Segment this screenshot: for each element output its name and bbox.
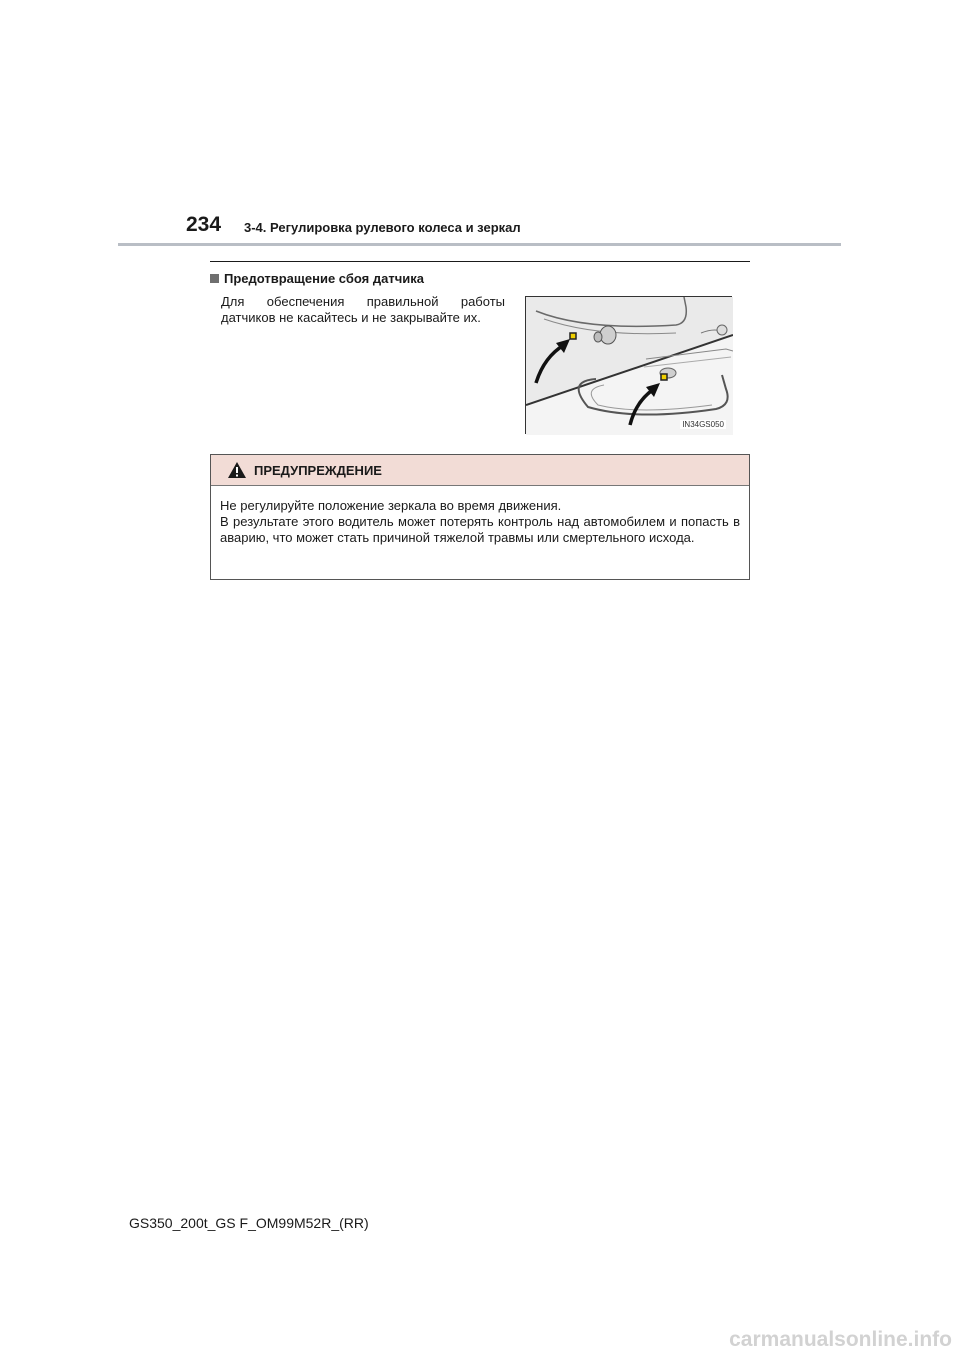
mirror-sensors-drawing bbox=[526, 297, 733, 435]
warning-title: ПРЕДУПРЕЖДЕНИЕ bbox=[254, 462, 382, 478]
warning-line: Не регулируйте положение зеркала во время движения. bbox=[220, 498, 562, 513]
warning-box bbox=[210, 454, 750, 580]
warning-triangle-icon bbox=[227, 461, 247, 479]
warning-body bbox=[211, 486, 749, 546]
section-divider bbox=[210, 261, 750, 262]
header-divider bbox=[118, 243, 841, 246]
subheading-text: Предотвращение сбоя датчика bbox=[224, 271, 424, 286]
warning-paragraph: В результате этого водитель может потерять контроль над автомобилем и попасть в аварию, что может стать причиной тяжелой травмы или смертельного исхода. bbox=[220, 514, 740, 545]
square-bullet-icon bbox=[210, 274, 219, 283]
watermark: carmanualsonline.info bbox=[729, 1328, 952, 1351]
footer-model-code: GS350_200t_GS F_OM99M52R_(RR) bbox=[129, 1215, 369, 1231]
figure-code: IN34GS050 bbox=[682, 420, 724, 429]
page-number: 234 bbox=[186, 213, 222, 236]
subheading bbox=[210, 271, 424, 286]
sensor-illustration bbox=[525, 296, 732, 434]
section-title: 3-4. Регулировка рулевого колеса и зеркал bbox=[244, 220, 521, 235]
warning-header bbox=[211, 455, 749, 486]
body-paragraph: Для обеспечения правильной работы датчиков не касайтесь и не закрывайте их. bbox=[221, 294, 505, 325]
